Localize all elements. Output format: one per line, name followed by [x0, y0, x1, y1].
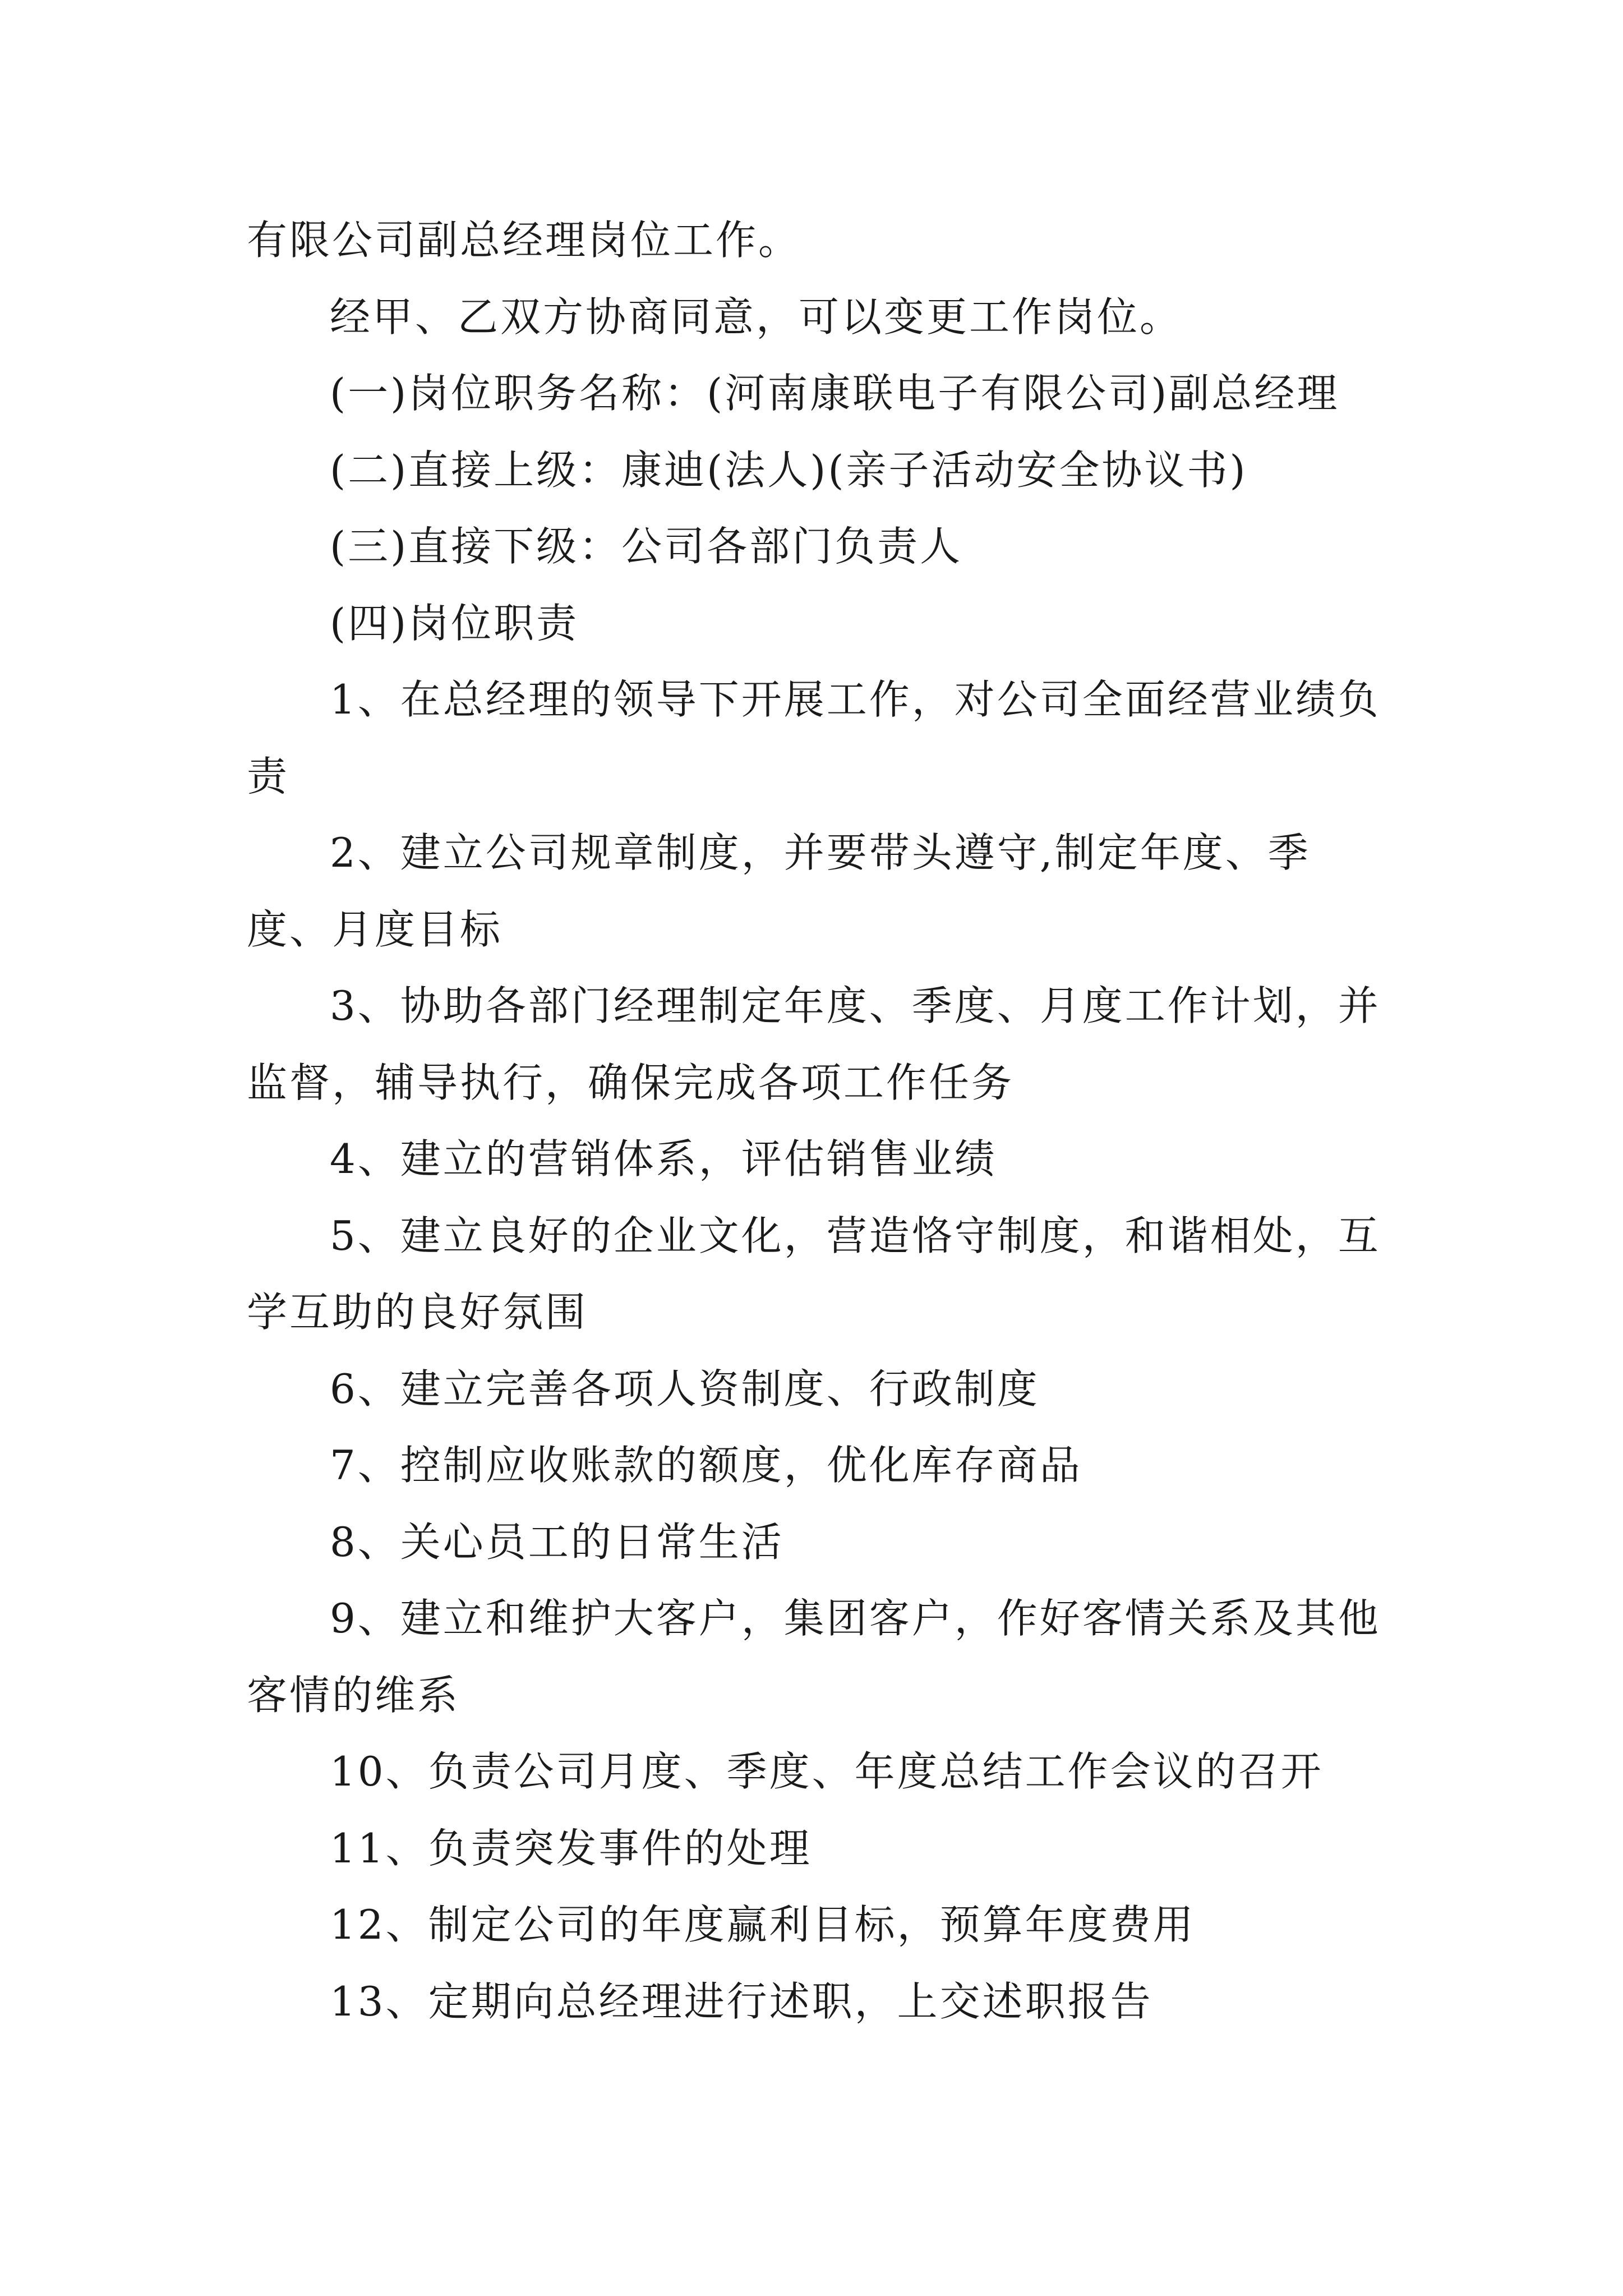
- list-item: 11、负责突发事件的处理: [330, 1824, 812, 1872]
- list-item: 4、建立的营销体系，评估销售业绩: [330, 1135, 997, 1182]
- list-item: 5、建立良好的企业文化，营造恪守制度，和谐相处，互学互助的良好氛围: [247, 1212, 1381, 1336]
- list-item: 6、建立完善各项人资制度、行政制度: [330, 1365, 1040, 1412]
- list-item: 3、协助各部门经理制定年度、季度、月度工作计划，并监督，辅导执行，确保完成各项工作任务: [247, 982, 1381, 1106]
- paragraph-duties-heading: (四)岗位职责: [330, 599, 579, 647]
- list-item: 2、建立公司规章制度，并要带头遵守,制定年度、季度、月度目标: [247, 829, 1311, 953]
- list-item: 7、控制应收账款的额度，优化库存商品: [330, 1442, 1082, 1489]
- list-item: 1、在总经理的领导下开展工作，对公司全面经营业绩负责: [247, 676, 1381, 800]
- paragraph-position-change: 经甲、乙双方协商同意，可以变更工作岗位。: [330, 293, 1183, 341]
- list-item: 9、建立和维护大客户，集团客户，作好客情关系及其他客情的维系: [247, 1595, 1381, 1719]
- list-item: 13、定期向总经理进行述职，上交述职报告: [330, 1977, 1153, 2025]
- document-body: [247, 202, 1385, 2040]
- paragraph-direct-subordinates: (三)直接下级：公司各部门负责人: [330, 523, 963, 570]
- list-item: 8、关心员工的日常生活: [330, 1518, 784, 1566]
- list-item: 10、负责公司月度、季度、年度总结工作会议的召开: [330, 1748, 1324, 1795]
- paragraph-direct-superior: (二)直接上级：康迪(法人)(亲子活动安全协议书): [330, 446, 1248, 494]
- list-item: 12、制定公司的年度赢利目标，预算年度费用: [330, 1901, 1196, 1948]
- paragraph-continuation: 有限公司副总经理岗位工作。: [247, 217, 801, 264]
- paragraph-position-title: (一)岗位职务名称：(河南康联电子有限公司)副总经理: [330, 370, 1340, 417]
